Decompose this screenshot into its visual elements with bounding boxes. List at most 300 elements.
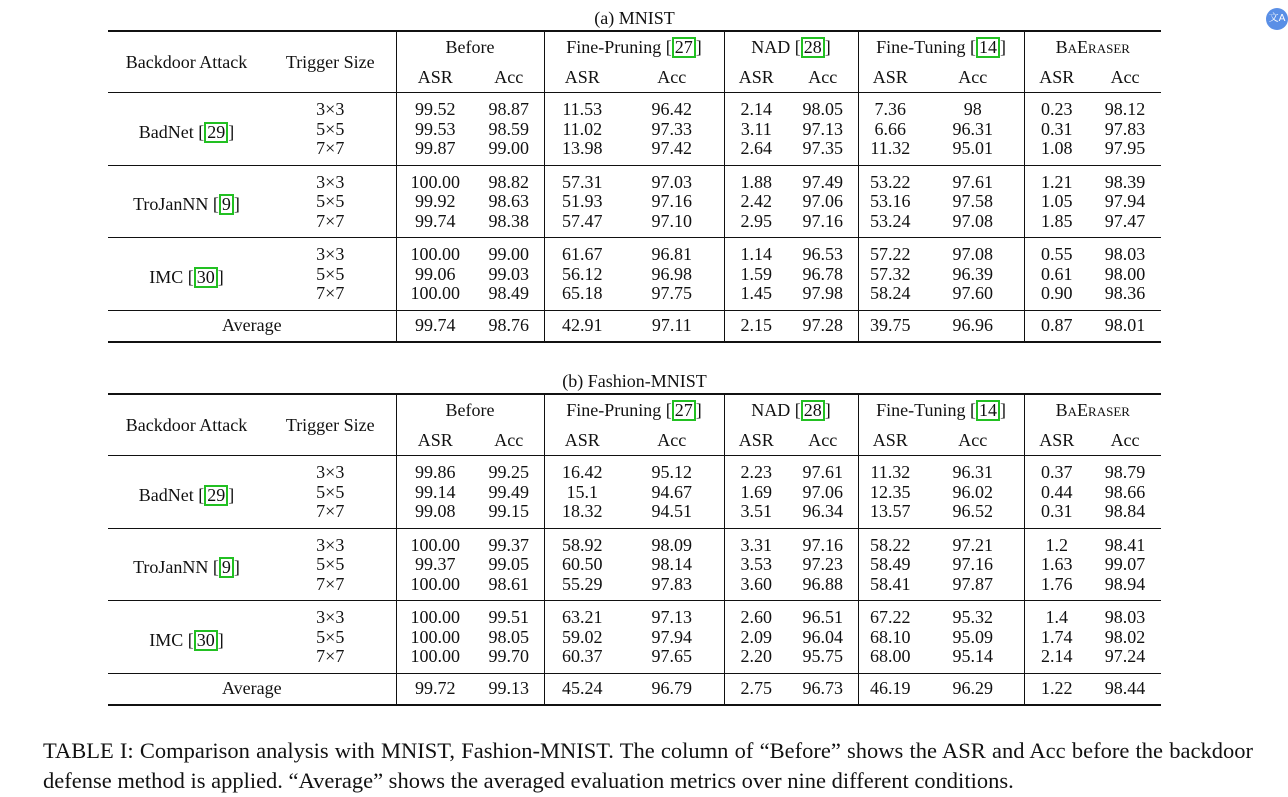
value-cell: 99.86 xyxy=(396,456,474,483)
citation-link[interactable]: 30 xyxy=(194,267,218,288)
value-cell: 58.24 xyxy=(870,283,911,304)
value-cell: 99.14 xyxy=(415,481,456,502)
value-cell: 55.29 xyxy=(562,573,603,594)
value-cell: 1.69 xyxy=(740,481,773,502)
average-row xyxy=(108,673,1161,705)
value-cell: 1.14 xyxy=(724,238,788,265)
value-cell: 3.11 xyxy=(740,118,772,139)
value-cell: 97.13 xyxy=(788,120,858,140)
trigger-size-cell: 5×5 xyxy=(265,628,396,648)
value-cell: 97.61 xyxy=(922,165,1024,192)
column-header-asr: ASR xyxy=(396,63,474,93)
nad-header-label: NAD xyxy=(751,37,791,57)
attack-name-cell: BadNet [ 29 ] xyxy=(108,93,265,166)
table-caption: TABLE I: Comparison analysis with MNIST, Fashion-MNIST. The column of “Before” shows the ASR and Acc before the backdoor defense method is applied. “Average” shows the averaged evaluation metrics over nine different conditions. xyxy=(43,738,1253,793)
citation-link[interactable]: 14 xyxy=(976,400,1000,421)
column-header-fine-pruning xyxy=(544,31,724,63)
attack-name: IMC xyxy=(149,629,184,650)
value-cell: 96.88 xyxy=(788,575,858,601)
value-cell: 57.31 xyxy=(544,165,620,192)
average-row xyxy=(108,310,1161,342)
trigger-size-cell: 3×3 xyxy=(265,456,396,483)
attack-name: TroJanNN xyxy=(133,557,209,578)
value-cell: 97.94 xyxy=(1104,191,1146,212)
average-value-cell: 96.73 xyxy=(788,673,858,705)
attack-name: TroJanNN xyxy=(133,194,209,215)
attack-name-cell: IMC [ 30 ] xyxy=(108,601,265,674)
citation-link[interactable]: 14 xyxy=(976,37,1000,58)
header-row xyxy=(108,31,1161,63)
value-cell: 3.53 xyxy=(740,554,773,575)
citation-link[interactable]: 28 xyxy=(801,400,825,421)
column-header-acc: Acc xyxy=(1110,430,1140,450)
value-cell: 68.10 xyxy=(870,626,911,647)
value-cell: 96.31 xyxy=(922,120,1024,140)
value-cell: 96.78 xyxy=(788,265,858,285)
table-body xyxy=(108,394,1161,705)
value-cell: 0.31 xyxy=(1041,501,1073,522)
trigger-size-cell: 3×3 xyxy=(265,238,396,265)
value-cell: 97.08 xyxy=(922,238,1024,265)
value-cell: 2.64 xyxy=(740,138,773,159)
column-header-nad xyxy=(724,31,858,63)
value-cell: 99.70 xyxy=(474,647,544,673)
value-cell: 2.14 xyxy=(1041,646,1073,667)
table-row xyxy=(108,265,1161,285)
value-cell: 12.35 xyxy=(870,481,911,502)
value-cell: 11.32 xyxy=(870,138,911,159)
value-cell: 98.03 xyxy=(1089,601,1161,628)
trigger-size-cell: 7×7 xyxy=(265,212,396,238)
value-cell: 68.00 xyxy=(870,646,911,667)
attack-name: IMC xyxy=(149,266,184,287)
table-row xyxy=(108,575,1161,601)
fine-pruning-header: Fine-Pruning [ 27 ] xyxy=(566,400,702,420)
nad-header-label: NAD xyxy=(751,400,791,420)
value-cell: 97.42 xyxy=(620,139,724,165)
value-cell: 11.53 xyxy=(544,93,620,120)
average-value-cell: 98.01 xyxy=(1089,310,1161,342)
citation-link[interactable]: 28 xyxy=(801,37,825,58)
value-cell: 98.63 xyxy=(474,192,544,212)
value-cell: 98.49 xyxy=(474,284,544,310)
value-cell: 7.36 xyxy=(858,93,922,120)
value-cell: 96.81 xyxy=(620,238,724,265)
table-row xyxy=(108,165,1161,192)
value-cell: 0.61 xyxy=(1041,263,1073,284)
value-cell: 1.59 xyxy=(740,263,773,284)
column-header-acc: Acc xyxy=(922,426,1024,456)
value-cell: 98.41 xyxy=(1089,528,1161,555)
value-cell: 98.38 xyxy=(474,212,544,238)
subtable-title: (a) MNIST xyxy=(594,8,675,28)
value-cell: 97.49 xyxy=(788,165,858,192)
value-cell: 97.08 xyxy=(922,212,1024,238)
column-header-asr: ASR xyxy=(1039,67,1075,87)
fine-tuning-header-label: Fine-Tuning xyxy=(876,400,966,420)
average-value-cell: 45.24 xyxy=(544,673,620,705)
table-row xyxy=(108,647,1161,673)
nad-header: NAD [ 28 ] xyxy=(751,400,831,420)
average-value-cell: 98.76 xyxy=(474,310,544,342)
value-cell: 100.00 xyxy=(410,283,460,304)
column-header-trigger-size: Trigger Size xyxy=(265,394,396,456)
value-cell: 6.66 xyxy=(874,118,907,139)
trigger-size-cell: 3×3 xyxy=(265,93,396,120)
attack-name-cell: TroJanNN [ 9 ] xyxy=(108,165,265,238)
value-cell: 58.92 xyxy=(544,528,620,555)
value-cell: 1.88 xyxy=(724,165,788,192)
value-cell: 57.22 xyxy=(858,238,922,265)
citation-link[interactable]: 9 xyxy=(219,557,234,578)
value-cell: 1.45 xyxy=(740,283,773,304)
value-cell: 97.83 xyxy=(620,575,724,601)
trigger-size-cell: 5×5 xyxy=(265,120,396,140)
trigger-size-cell: 5×5 xyxy=(265,555,396,575)
column-header-acc: Acc xyxy=(474,63,544,93)
value-cell: 1.63 xyxy=(1041,554,1073,575)
value-cell: 97.16 xyxy=(788,528,858,555)
attack-name-cell: TroJanNN [ 9 ] xyxy=(108,528,265,601)
value-cell: 99.92 xyxy=(415,191,456,212)
value-cell: 95.32 xyxy=(922,601,1024,628)
value-cell: 1.05 xyxy=(1041,191,1073,212)
value-cell: 58.22 xyxy=(858,528,922,555)
table-row xyxy=(108,192,1161,212)
value-cell: 99.03 xyxy=(474,265,544,285)
value-cell: 97.61 xyxy=(788,456,858,483)
nad-header: NAD [ 28 ] xyxy=(751,37,831,57)
value-cell: 99.52 xyxy=(396,93,474,120)
value-cell: 99.07 xyxy=(1104,554,1146,575)
value-cell: 15.1 xyxy=(566,481,599,502)
column-header-acc: Acc xyxy=(620,63,724,93)
column-header-fine-tuning xyxy=(858,394,1024,426)
column-header-backdoor-attack: Backdoor Attack xyxy=(108,394,265,456)
citation-link[interactable]: 30 xyxy=(194,630,218,651)
table-row xyxy=(108,502,1161,528)
value-cell: 65.18 xyxy=(562,283,603,304)
value-cell: 99.37 xyxy=(415,554,456,575)
value-cell: 95.14 xyxy=(922,647,1024,673)
trigger-size-cell: 5×5 xyxy=(265,483,396,503)
value-cell: 98.36 xyxy=(1104,283,1146,304)
table-row xyxy=(108,284,1161,310)
value-cell: 97.94 xyxy=(620,628,724,648)
value-cell: 2.14 xyxy=(724,93,788,120)
value-cell: 1.76 xyxy=(1041,573,1073,594)
value-cell: 99.53 xyxy=(415,118,456,139)
column-header-acc: Acc xyxy=(788,63,858,93)
column-header-baeraser: BaEraser xyxy=(1024,394,1161,426)
value-cell: 16.42 xyxy=(544,456,620,483)
average-value-cell: 39.75 xyxy=(858,310,922,342)
average-value-cell: 99.13 xyxy=(474,673,544,705)
table-row xyxy=(108,139,1161,165)
column-header-asr: ASR xyxy=(872,67,908,87)
value-cell: 97.95 xyxy=(1104,138,1146,159)
value-cell: 94.51 xyxy=(620,502,724,528)
value-cell: 100.00 xyxy=(410,626,460,647)
table-row xyxy=(108,555,1161,575)
table-row xyxy=(108,456,1161,483)
average-value-cell: 98.44 xyxy=(1089,673,1161,705)
value-cell: 98.66 xyxy=(1104,481,1146,502)
translate-icon[interactable]: 文A xyxy=(1266,8,1288,30)
value-cell: 98.39 xyxy=(1089,165,1161,192)
value-cell: 97.21 xyxy=(922,528,1024,555)
attack-name-cell: BadNet [ 29 ] xyxy=(108,456,265,529)
value-cell: 98.87 xyxy=(474,93,544,120)
fine-pruning-header-label: Fine-Pruning xyxy=(566,37,662,57)
value-cell: 2.20 xyxy=(740,646,773,667)
value-cell: 11.32 xyxy=(858,456,922,483)
average-value-cell: 42.91 xyxy=(544,310,620,342)
value-cell: 96.04 xyxy=(788,628,858,648)
value-cell: 96.52 xyxy=(922,502,1024,528)
value-cell: 100.00 xyxy=(396,165,474,192)
value-cell: 53.24 xyxy=(870,210,911,231)
average-value-cell: 46.19 xyxy=(858,673,922,705)
value-cell: 1.4 xyxy=(1024,601,1089,628)
value-cell: 100.00 xyxy=(410,573,460,594)
value-cell: 98.79 xyxy=(1089,456,1161,483)
value-cell: 53.22 xyxy=(858,165,922,192)
value-cell: 3.51 xyxy=(740,501,773,522)
value-cell: 0.44 xyxy=(1041,481,1073,502)
value-cell: 98.09 xyxy=(620,528,724,555)
value-cell: 98.82 xyxy=(474,165,544,192)
value-cell: 2.60 xyxy=(724,601,788,628)
value-cell: 96.39 xyxy=(922,265,1024,285)
table-row xyxy=(108,528,1161,555)
value-cell: 100.00 xyxy=(410,646,460,667)
value-cell: 2.95 xyxy=(740,210,773,231)
results-table xyxy=(108,393,1161,706)
average-value-cell: 96.29 xyxy=(922,673,1024,705)
value-cell: 57.32 xyxy=(870,263,911,284)
value-cell: 0.55 xyxy=(1024,238,1089,265)
value-cell: 97.60 xyxy=(922,284,1024,310)
citation-link[interactable]: 29 xyxy=(204,485,228,506)
value-cell: 95.75 xyxy=(788,647,858,673)
column-header-asr: ASR xyxy=(738,67,774,87)
value-cell: 99.49 xyxy=(474,483,544,503)
value-cell: 3.60 xyxy=(740,573,773,594)
header-row xyxy=(108,394,1161,426)
value-cell: 96.53 xyxy=(788,238,858,265)
average-value-cell: 99.74 xyxy=(396,310,474,342)
value-cell: 1.74 xyxy=(1041,626,1073,647)
column-header-before: Before xyxy=(396,31,544,63)
value-cell: 97.13 xyxy=(620,601,724,628)
value-cell: 99.00 xyxy=(474,139,544,165)
value-cell: 99.00 xyxy=(474,238,544,265)
value-cell: 58.49 xyxy=(870,554,911,575)
trigger-size-cell: 3×3 xyxy=(265,601,396,628)
fine-pruning-header: Fine-Pruning [ 27 ] xyxy=(566,37,702,57)
value-cell: 60.37 xyxy=(562,646,603,667)
average-value-cell: 96.79 xyxy=(620,673,724,705)
value-cell: 99.06 xyxy=(415,263,456,284)
attack-name: BadNet xyxy=(138,484,194,505)
column-header-asr: ASR xyxy=(396,426,474,456)
value-cell: 97.83 xyxy=(1104,118,1146,139)
trigger-size-cell: 7×7 xyxy=(265,139,396,165)
trigger-size-cell: 7×7 xyxy=(265,502,396,528)
value-cell: 98.03 xyxy=(1089,238,1161,265)
value-cell: 96.34 xyxy=(788,502,858,528)
value-cell: 98.84 xyxy=(1104,501,1146,522)
value-cell: 60.50 xyxy=(562,554,603,575)
value-cell: 96.02 xyxy=(922,483,1024,503)
trigger-size-cell: 5×5 xyxy=(265,192,396,212)
value-cell: 56.12 xyxy=(562,263,603,284)
fine-tuning-header-label: Fine-Tuning xyxy=(876,37,966,57)
value-cell: 100.00 xyxy=(396,528,474,555)
average-value-cell: 0.87 xyxy=(1024,310,1089,342)
value-cell: 97.65 xyxy=(620,647,724,673)
value-cell: 99.15 xyxy=(474,502,544,528)
column-header-acc: Acc xyxy=(788,426,858,456)
average-value-cell: 1.22 xyxy=(1024,673,1089,705)
column-header-acc: Acc xyxy=(620,426,724,456)
fine-pruning-header-label: Fine-Pruning xyxy=(566,400,662,420)
value-cell: 61.67 xyxy=(544,238,620,265)
value-cell: 94.67 xyxy=(620,483,724,503)
value-cell: 100.00 xyxy=(396,238,474,265)
table-row xyxy=(108,628,1161,648)
citation-link[interactable]: 9 xyxy=(219,194,234,215)
value-cell: 98.14 xyxy=(620,555,724,575)
average-value-cell: 96.96 xyxy=(922,310,1024,342)
value-cell: 1.08 xyxy=(1041,138,1073,159)
value-cell: 95.12 xyxy=(620,456,724,483)
value-cell: 13.98 xyxy=(562,138,603,159)
table-row xyxy=(108,212,1161,238)
value-cell: 0.90 xyxy=(1041,283,1073,304)
value-cell: 98.12 xyxy=(1089,93,1161,120)
value-cell: 96.51 xyxy=(788,601,858,628)
column-header-trigger-size: Trigger Size xyxy=(265,31,396,93)
column-header-asr: ASR xyxy=(872,430,908,450)
value-cell: 2.09 xyxy=(740,626,773,647)
attack-name: BadNet xyxy=(138,121,194,142)
value-cell: 100.00 xyxy=(396,601,474,628)
value-cell: 99.05 xyxy=(474,555,544,575)
value-cell: 98.05 xyxy=(474,628,544,648)
value-cell: 97.03 xyxy=(620,165,724,192)
average-value-cell: 2.75 xyxy=(724,673,788,705)
value-cell: 97.58 xyxy=(922,192,1024,212)
subtable-title: (b) Fashion-MNIST xyxy=(562,371,707,391)
trigger-size-cell: 3×3 xyxy=(265,165,396,192)
trigger-size-cell: 7×7 xyxy=(265,575,396,601)
value-cell: 99.37 xyxy=(474,528,544,555)
average-value-cell: 99.72 xyxy=(396,673,474,705)
column-header-asr: ASR xyxy=(564,67,600,87)
column-header-acc: Acc xyxy=(474,426,544,456)
value-cell: 97.23 xyxy=(788,555,858,575)
value-cell: 99.08 xyxy=(415,501,456,522)
fine-tuning-header: Fine-Tuning [ 14 ] xyxy=(876,37,1006,57)
table-row xyxy=(108,238,1161,265)
value-cell: 57.47 xyxy=(562,210,603,231)
value-cell: 97.06 xyxy=(788,192,858,212)
table-row xyxy=(108,483,1161,503)
value-cell: 97.75 xyxy=(620,284,724,310)
citation-link[interactable]: 27 xyxy=(672,400,696,421)
column-header-fine-tuning xyxy=(858,31,1024,63)
subtable-fashion-mnist xyxy=(108,369,1161,706)
value-cell: 97.24 xyxy=(1104,646,1146,667)
value-cell: 95.01 xyxy=(922,139,1024,165)
value-cell: 96.31 xyxy=(922,456,1024,483)
value-cell: 99.51 xyxy=(474,601,544,628)
trigger-size-cell: 5×5 xyxy=(265,265,396,285)
value-cell: 97.87 xyxy=(922,575,1024,601)
trigger-size-cell: 7×7 xyxy=(265,647,396,673)
value-cell: 96.98 xyxy=(620,265,724,285)
column-header-fine-pruning xyxy=(544,394,724,426)
value-cell: 2.23 xyxy=(724,456,788,483)
column-header-asr: ASR xyxy=(564,430,600,450)
value-cell: 98.05 xyxy=(788,93,858,120)
value-cell: 13.57 xyxy=(870,501,911,522)
value-cell: 11.02 xyxy=(562,118,603,139)
value-cell: 97.06 xyxy=(788,483,858,503)
citation-link[interactable]: 29 xyxy=(204,122,228,143)
table-row xyxy=(108,601,1161,628)
attack-name-cell: IMC [ 30 ] xyxy=(108,238,265,311)
value-cell: 97.33 xyxy=(620,120,724,140)
column-header-asr: ASR xyxy=(738,430,774,450)
value-cell: 2.42 xyxy=(740,191,773,212)
value-cell: 3.31 xyxy=(724,528,788,555)
table-row xyxy=(108,93,1161,120)
column-header-before: Before xyxy=(396,394,544,426)
citation-link[interactable]: 27 xyxy=(672,37,696,58)
value-cell: 97.35 xyxy=(788,139,858,165)
value-cell: 97.98 xyxy=(788,284,858,310)
value-cell: 99.87 xyxy=(415,138,456,159)
average-value-cell: 97.28 xyxy=(788,310,858,342)
subtable-mnist xyxy=(108,6,1161,343)
value-cell: 98.59 xyxy=(474,120,544,140)
average-label: Average xyxy=(108,673,396,705)
value-cell: 97.10 xyxy=(620,212,724,238)
results-table xyxy=(108,30,1161,343)
value-cell: 1.2 xyxy=(1024,528,1089,555)
value-cell: 97.16 xyxy=(620,192,724,212)
value-cell: 96.42 xyxy=(620,93,724,120)
table-body xyxy=(108,31,1161,342)
value-cell: 99.74 xyxy=(415,210,456,231)
trigger-size-cell: 7×7 xyxy=(265,284,396,310)
value-cell: 98 xyxy=(922,93,1024,120)
value-cell: 0.37 xyxy=(1024,456,1089,483)
value-cell: 18.32 xyxy=(562,501,603,522)
value-cell: 99.25 xyxy=(474,456,544,483)
value-cell: 97.16 xyxy=(788,212,858,238)
value-cell: 1.21 xyxy=(1024,165,1089,192)
value-cell: 0.23 xyxy=(1024,93,1089,120)
column-header-acc: Acc xyxy=(1110,67,1140,87)
value-cell: 97.47 xyxy=(1104,210,1146,231)
value-cell: 51.93 xyxy=(562,191,603,212)
column-header-backdoor-attack: Backdoor Attack xyxy=(108,31,265,93)
value-cell: 98.00 xyxy=(1104,263,1146,284)
